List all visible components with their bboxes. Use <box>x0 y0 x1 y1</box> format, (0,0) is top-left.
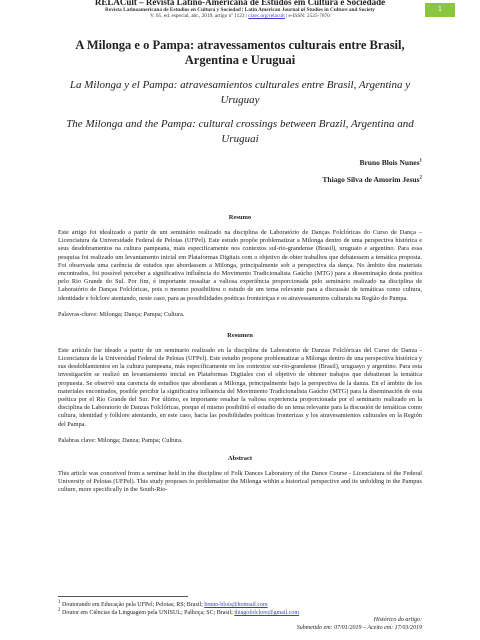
journal-header <box>0 0 480 26</box>
footnote-1-email-link[interactable]: bruno-blois@hotmail.com <box>204 602 268 608</box>
page-number-badge: 1 <box>425 3 455 17</box>
journal-url-link[interactable]: claec.org/relacult <box>248 13 285 19</box>
footnote-2-text: Doutor em Ciências da Linguagem pela UNISUL; Palhoça; SC; Brasil; <box>62 610 233 616</box>
author-1-name: Bruno Blois Nunes <box>359 158 420 167</box>
footnote-1-number: 1 <box>58 600 61 605</box>
history-label: Histórico do artigo: <box>373 617 422 623</box>
footnote-2-email-link[interactable]: thiagofolclore@gmail.com <box>234 610 299 616</box>
resumo-heading: Resumo <box>228 214 252 221</box>
title-portuguese: A Milonga e o Pampa: atravessamentos culturais entre Brasil, Argentina e Uruguai <box>75 38 405 67</box>
abstract-heading: Abstract <box>227 454 253 462</box>
resumen-text: Este artículo fue ideado a partir de un seminario realizado en la disciplina de Laboratorio de Danzas Folclóricas del Curso de Danza - Licenciatura de la Universidad Federal de Pelotas (UFPel). Este estudio propone problematizar a Milonga dentro de una perspectiva histórica y sus desdoblamientos en la cultura pampeana, más específicamente en los contextos sur-rio-grandense (Brasil), uruguayo y argentino. Para esta investigación se realizó un levantamiento inicial en Plataformas Digitales con el objetivo de obtener trabajos que debatieran la temática propuesta. Se observó una carencia de estudios que abordaran a Milonga, principalmente bajo la perspectiva de la danza. En el ámbito de los materiales encontrados, posible percibir la significativa influencia del Movimiento Tradicionalista Gaúcho (MTG) para la diseminación de esta poética por el Río Grande del Sur. Por último, es importante resaltar la valiosa experiencia proporcionada por el seminario realizado en la disciplina de Laboratorio de Danzas Folclóricas, porque el mismo posibilitó el estudio de un tema relevante para la discusión de temáticas como cultura, identidad y folklore atentando, en este caso, hacia las posibilidades poéticas fronterizas y los atravesamientos culturales en la Región del Pampa. <box>58 346 422 428</box>
footnote-1-text: Doutorando em Educação pela UFPel; Pelotas; RS; Brasil; <box>62 602 203 608</box>
resumen-keywords: Palabras clave: Milonga; Danza; Pampa; Cultura. <box>58 436 183 444</box>
title-english: The Milonga and the Pampa: cultural crossings between Brazil, Argentina and Uruguai <box>66 118 414 145</box>
journal-title: RELACult – Revista Latino-Americana de Estudos em Cultura e Sociedade <box>94 0 386 7</box>
resumen-heading: Resumen <box>227 331 253 339</box>
author-2-note: 2 <box>419 175 422 181</box>
title-spanish: La Milonga y el Pampa: atravesamientos culturales entre Brasil, Argentina y Uruguay <box>69 79 411 106</box>
journal-subtitle: Revista Latinoamericana de Estudios en Cultura y Sociedad | Latin American Journal of Studies in Culture and Society <box>105 7 375 13</box>
author-1-note: 1 <box>419 158 422 164</box>
author-2-name: Thiago Silva de Amorim Jesus <box>322 175 420 184</box>
article-body <box>58 38 422 494</box>
resumo-keywords: Palavras-chave: Milonga; Dança; Pampa; Cultura. <box>58 310 185 318</box>
resumo-text: Este artigo foi idealizado a partir de um seminário realizado na disciplina de Laboratório de Danças Folclóricas do Curso de Dança – Licenciatura da Universidade Federal de Pelotas (UFPel). Este estudo propõe problematizar a Milonga dentro de uma perspectiva histórica e seus desdobramentos na cultura pampeana, mais especificamente nos contextos sul-rio-grandense (Brasil), uruguaio e argentino. Para essa pesquisa foi realizado um levantamento inicial em Plataformas Digitais com o objetivo de obter trabalhos que debatessem a temática proposta. Foi observada uma carência de estudos que abordassem a Milonga, principalmente sob a perspectiva da dança. No âmbito dos materiais encontrados, foi possível perceber a significativa influência do Movimento Tradicionalista Gaúcho (MTG) para a disseminação desta poética pelo Rio Grande do Sul. Por fim, é importante ressaltar a valiosa experiência proporcionada pelo seminário realizado na disciplina de Laboratório de Danças Folclóricas, pois o mesmo possibilitou o estudo de um tema relevante para a discussão de temáticas como cultura, identidade e folclore atentando, neste caso, para as possibilidades poéticas fronteiriças e os atravessamentos culturais na Região do Pampa. <box>58 229 422 302</box>
author-1 <box>58 158 422 167</box>
history-dates: Submetido em: 07/01/2019 – Aceito em: 17/03/2019 <box>296 625 422 631</box>
abstract-text: This article was conceived from a seminar held in the discipline of Folk Dances Laboratory of the Dance Course - Licenciatura of the Federal University of Pelotas (UFPel). This study proposes to problematize the Milonga within a historical perspective and its unfolding in the Pampus culture, more specifically in the South-Rio- <box>58 469 422 494</box>
footnote-2-number: 2 <box>58 608 61 613</box>
issue-info <box>0 13 480 19</box>
issn-text: | e-ISSN: 2525-7870 <box>286 13 330 19</box>
author-2 <box>58 175 422 184</box>
issue-info-text: V. 05, ed. especial, abr., 2019, artigo nº 1123 | <box>150 13 247 19</box>
footnote-divider <box>58 596 188 597</box>
footnote-2 <box>58 607 422 617</box>
